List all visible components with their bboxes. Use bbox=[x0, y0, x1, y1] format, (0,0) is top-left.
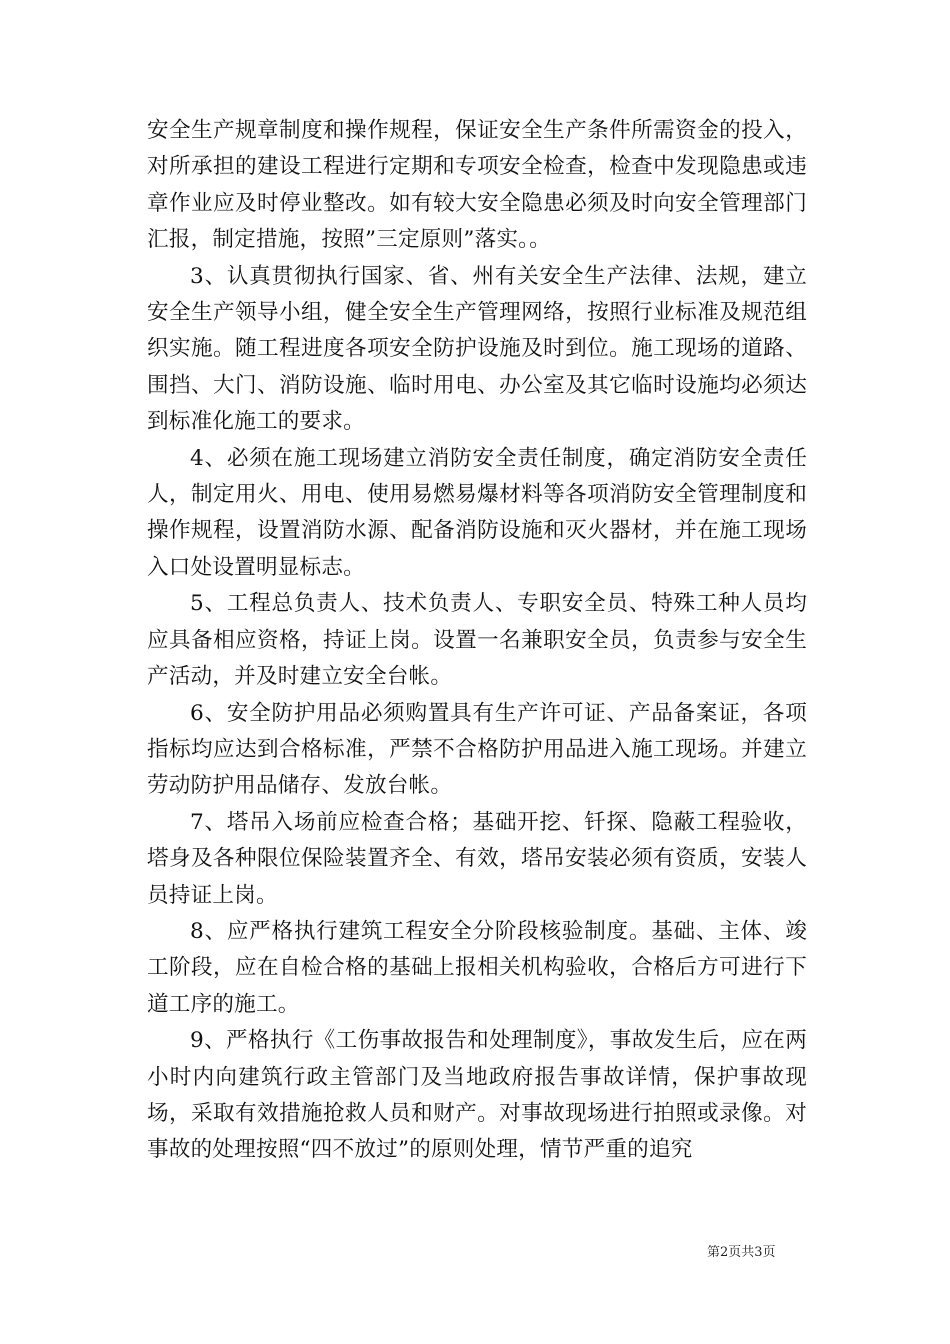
paragraph-item-9: 9、严格执行《工伤事故报告和处理制度》，事故发生后，应在两小时内向建筑行政主管部门及当地政府报告事故详情，保护事故现场，采取有效措施抢救人员和财产。对事故现场进行拍照或录像。对事故的处理按照“四不放过”的原则处理，情节严重的追究 bbox=[147, 1028, 807, 1163]
paragraph-continuation: 安全生产规章制度和操作规程，保证安全生产条件所需资金的投入，对所承担的建设工程进行定期和专项安全检查，检查中发现隐患或违章作业应及时停业整改。如有较大安全隐患必须及时向安全管理部门汇报，制定措施，按照”三定原则”落实。。 bbox=[147, 118, 807, 253]
document-body bbox=[147, 113, 807, 1169]
paragraph-item-8: 8、应严格执行建筑工程安全分阶段核验制度。基础、主体、竣工阶段，应在自检合格的基础上报相关机构验收，合格后方可进行下道工序的施工。 bbox=[147, 918, 807, 1017]
paragraph-item-3: 3、认真贯彻执行国家、省、州有关安全生产法律、法规，建立安全生产领导小组，健全安全生产管理网络，按照行业标准及规范组织实施。随工程进度各项安全防护设施及时到位。施工现场的道路、围挡、大门、消防设施、临时用电、办公室及其它临时设施均必须达到标准化施工的要求。 bbox=[147, 263, 807, 435]
paragraph-item-4: 4、必须在施工现场建立消防安全责任制度，确定消防安全责任人，制定用火、用电、使用易燃易爆材料等各项消防安全管理制度和操作规程，设置消防水源、配备消防设施和灭火器材，并在施工现场入口处设置明显标志。 bbox=[147, 445, 807, 580]
paragraph-item-7: 7、塔吊入场前应检查合格；基础开挖、钎探、隐蔽工程验收，塔身及各种限位保险装置齐全、有效，塔吊安装必须有资质，安装人员持证上岗。 bbox=[147, 809, 807, 908]
paragraph-item-5: 5、工程总负责人、技术负责人、专职安全员、特殊工种人员均应具备相应资格，持证上岗。设置一名兼职安全员，负责参与安全生产活动，并及时建立安全台帐。 bbox=[147, 591, 807, 690]
page-number: 第2页共3页 bbox=[707, 1245, 776, 1260]
paragraph-item-6: 6、安全防护用品必须购置具有生产许可证、产品备案证，各项指标均应达到合格标准，严禁不合格防护用品进入施工现场。并建立劳动防护用品储存、发放台帐。 bbox=[147, 700, 807, 799]
